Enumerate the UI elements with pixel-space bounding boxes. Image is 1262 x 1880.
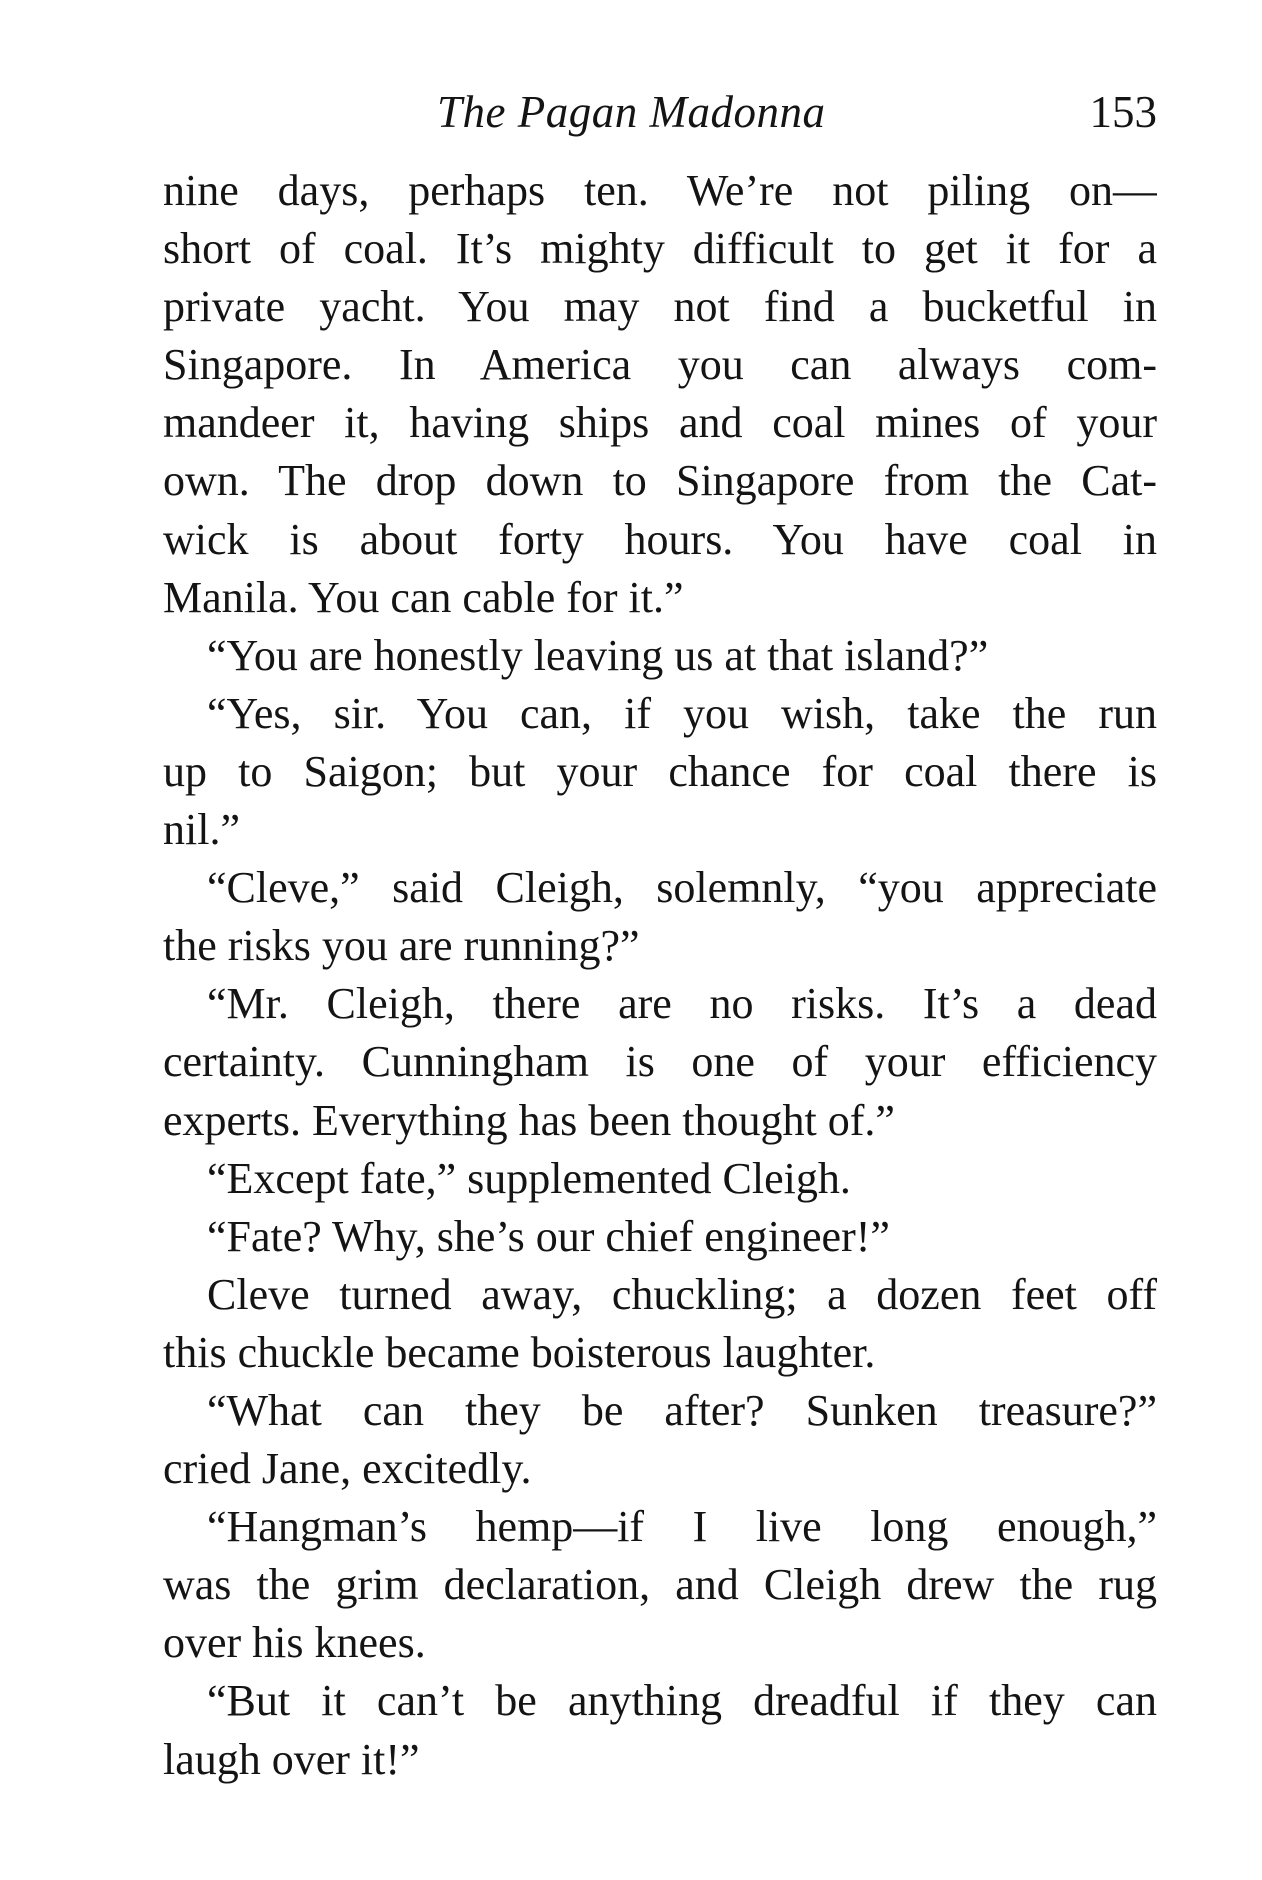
body-text <box>163 162 1157 1789</box>
text-line: this chuckle became boisterous laughter. <box>163 1327 876 1377</box>
text-line: nine days, perhaps ten. We’re not piling on— <box>163 166 1157 215</box>
text-line: wick is about forty hours. You have coal in <box>163 514 1157 564</box>
text-line: certainty. Cunningham is one of your efficiency <box>163 1037 1157 1087</box>
text-line: “Cleve,” said Cleigh, solemnly, “you appreciate <box>207 863 1157 913</box>
text-line: Singapore. In America you can always com- <box>163 340 1157 390</box>
text-line: the risks you are running?” <box>163 921 640 971</box>
text-line: “Except fate,” supplemented Cleigh. <box>207 1153 851 1203</box>
text-line: cried Jane, excitedly. <box>163 1444 532 1494</box>
text-line: “Yes, sir. You can, if you wish, take the run <box>207 688 1157 738</box>
text-line: nil.” <box>163 805 240 855</box>
text-line: mandeer it, having ships and coal mines of your <box>163 398 1157 448</box>
page-header <box>163 82 1157 142</box>
text-line: up to Saigon; but your chance for coal there is <box>163 746 1157 796</box>
page-number: 153 <box>1089 87 1157 137</box>
text-line: Cleve turned away, chuckling; a dozen feet off <box>207 1269 1157 1319</box>
text-line: “You are honestly leaving us at that island?” <box>207 630 989 680</box>
text-line: experts. Everything has been thought of.” <box>163 1095 895 1145</box>
text-line: private yacht. You may not find a bucketful in <box>163 282 1157 332</box>
text-line: Manila. You can cable for it.” <box>163 572 684 622</box>
text-line: “Hangman’s hemp—if I live long enough,” <box>207 1502 1157 1552</box>
text-line: own. The drop down to Singapore from the Cat- <box>163 456 1157 506</box>
text-line: “Fate? Why, she’s our chief engineer!” <box>207 1211 890 1261</box>
text-line: laugh over it!” <box>163 1734 420 1784</box>
text-line: “What can they be after? Sunken treasure?” <box>207 1385 1157 1435</box>
text-line: “Mr. Cleigh, there are no risks. It’s a dead <box>207 979 1157 1029</box>
text-line: short of coal. It’s mighty difficult to get it for a <box>163 224 1157 274</box>
text-line: “But it can’t be anything dreadful if they can <box>207 1676 1157 1726</box>
running-title: The Pagan Madonna <box>437 87 826 137</box>
text-line: was the grim declaration, and Cleigh drew the rug <box>163 1560 1157 1610</box>
text-line: over his knees. <box>163 1618 426 1668</box>
